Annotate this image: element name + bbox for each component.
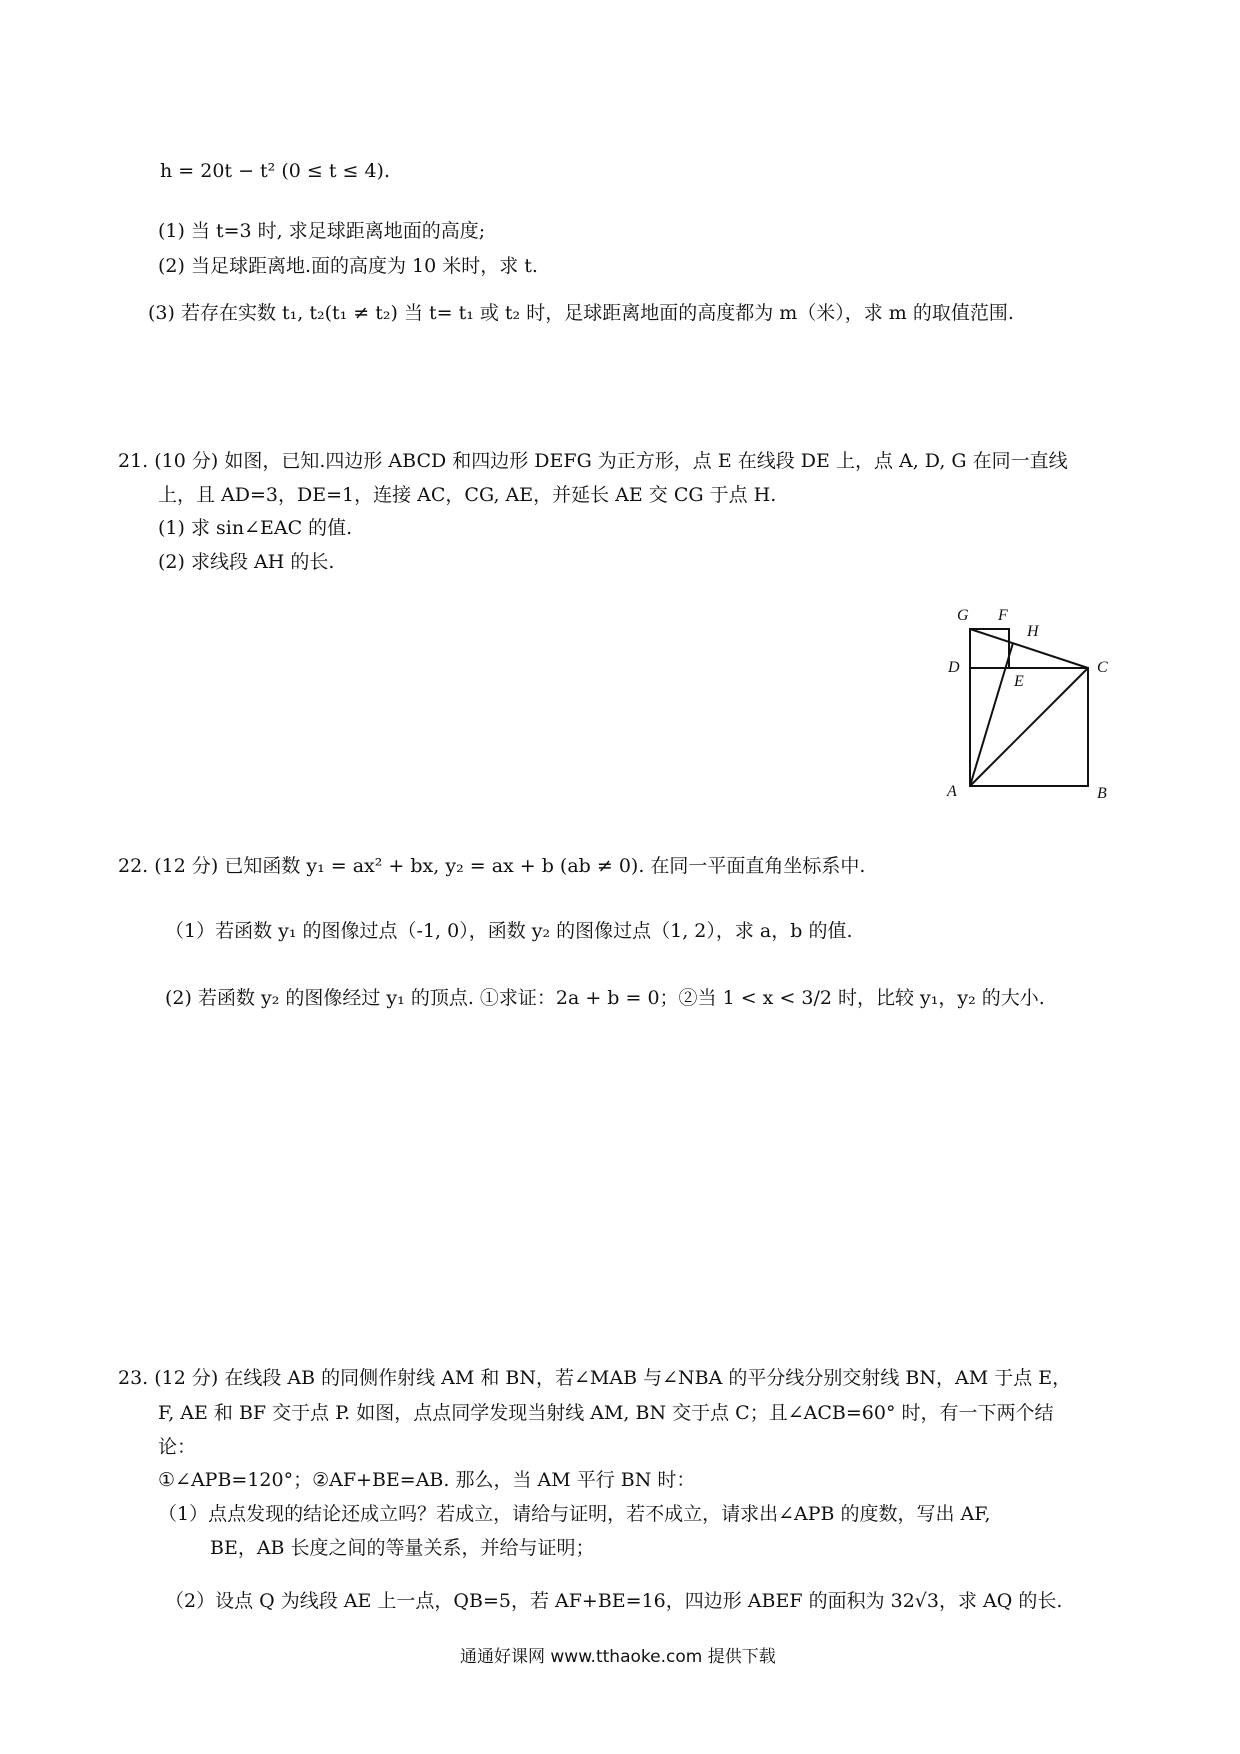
page-footer: 通通好课网 www.tthaoke.com 提供下载 [460,1647,776,1667]
q20-part2: (2) 当足球距离地.面的高度为 10 米时，求 t. [158,255,538,277]
label-h: H [1027,623,1039,640]
q20-part3: (3) 若存在实数 t₁, t₂(t₁ ≠ t₂) 当 t= t₁ 或 t₂ 时，足球距离地面的高度都为 m（米），求 m 的取值范围. [148,302,1014,324]
q21-stem-line2: 上，且 AD=3，DE=1，连接 AC，CG, AE，并延长 AE 交 CG 于点 H. [158,484,777,506]
q23-part2: （2）设点 Q 为线段 AE 上一点，QB=5，若 AF+BE=16，四边形 ABEF 的面积为 32√3，求 AQ 的长. [165,1590,1063,1612]
q20-formula: h = 20t − t² (0 ≤ t ≤ 4). [160,160,391,182]
q22-stem: 22. (12 分) 已知函数 y₁ = ax² + bx, y₂ = ax + b (ab ≠ 0). 在同一平面直角坐标系中. [118,855,866,877]
q23-stem-line2: F, AE 和 BF 交于点 P. 如图，点点同学发现当射线 AM, BN 交于点 C；且∠ACB=60° 时，有一下两个结 [158,1402,1054,1424]
q21-part2: (2) 求线段 AH 的长. [158,551,335,573]
q23-part1-line2: BE，AB 长度之间的等量关系，并给与证明； [210,1537,595,1559]
label-b: B [1097,785,1107,802]
label-g: G [957,607,969,624]
q21-geometry-figure [935,598,1135,808]
q23-stem-line4: ①∠APB=120°；②AF+BE=AB. 那么，当 AM 平行 BN 时： [158,1469,696,1491]
label-a: A [947,783,957,800]
label-c: C [1097,659,1108,676]
q23-stem-line3: 论： [158,1436,197,1458]
q22-part2: (2) 若函数 y₂ 的图像经过 y₁ 的顶点. ①求证：2a + b = 0；②当 1 < x < 3/2 时，比较 y₁，y₂ 的大小. [165,987,1045,1009]
label-e: E [1014,673,1024,690]
q20-part1: (1) 当 t=3 时, 求足球距离地面的高度; [158,220,486,242]
q23-stem-line1: 23. (12 分) 在线段 AB 的同侧作射线 AM 和 BN，若∠MAB 与∠NBA 的平分线分别交射线 BN，AM 于点 E， [118,1367,1072,1389]
label-d: D [948,659,960,676]
q21-part1: (1) 求 sin∠EAC 的值. [158,517,353,539]
q21-stem-line1: 21. (10 分) 如图，已知.四边形 ABCD 和四边形 DEFG 为正方形，点 E 在线段 DE 上，点 A, D, G 在同一直线 [118,450,1068,472]
q23-part1-line1: （1）点点发现的结论还成立吗？若成立，请给与证明，若不成立，请求出∠APB 的度数，写出 AF, [158,1503,991,1525]
q22-part1: （1）若函数 y₁ 的图像过点（-1, 0），函数 y₂ 的图像过点（1, 2），求 a，b 的值. [165,920,853,942]
label-f: F [998,607,1008,624]
